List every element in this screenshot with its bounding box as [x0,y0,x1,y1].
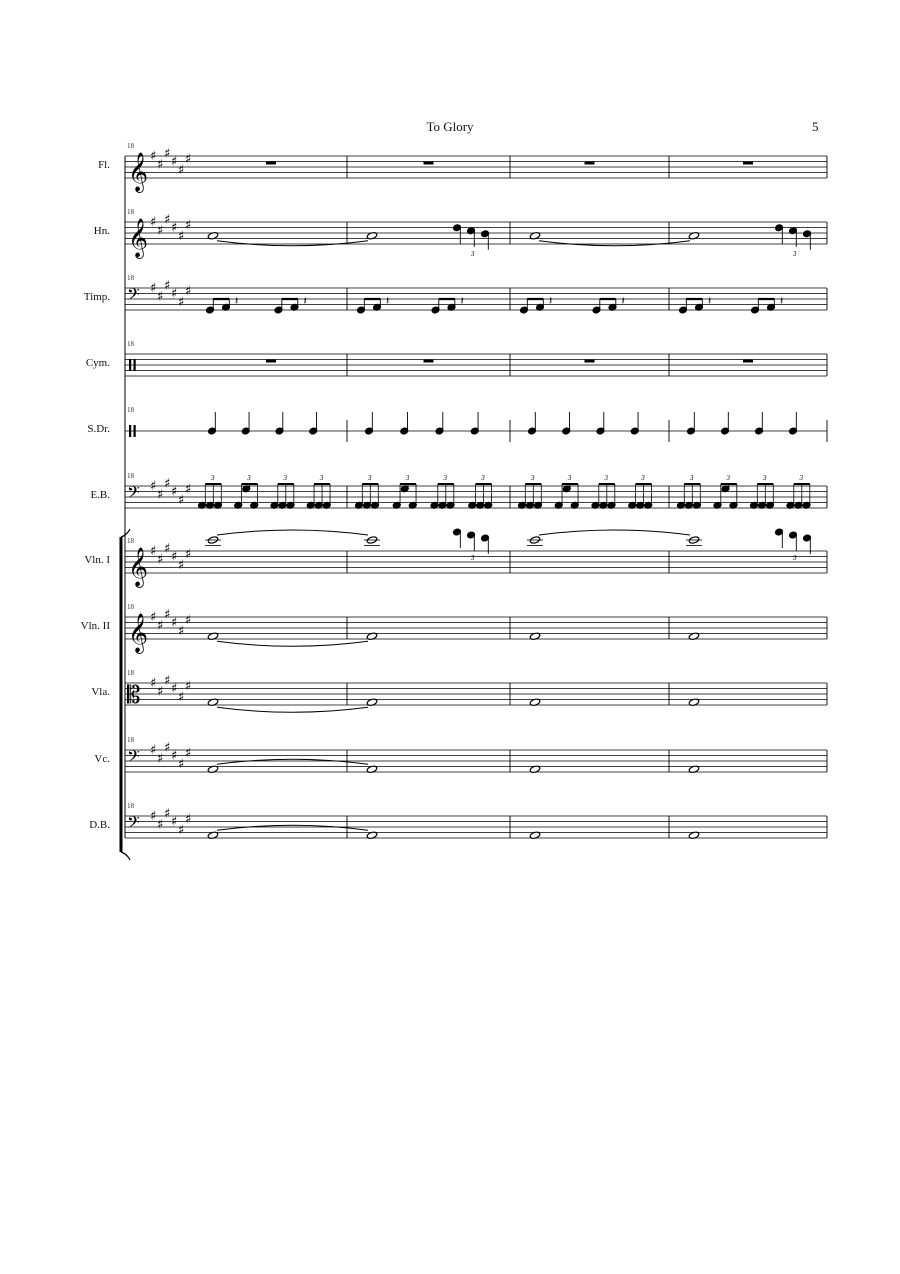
sharp-sign: ♯ [164,212,171,228]
page-number: 5 [812,119,819,134]
staff-vla [125,669,827,712]
tuplet-number: 3 [211,474,215,482]
measure-number: 18 [127,603,134,611]
sharp-sign: ♯ [150,544,157,559]
quarter-rest: 𝄽 [549,294,553,308]
treble-clef-icon: 𝄞 [128,152,149,192]
sharp-sign: ♯ [185,283,192,299]
score-title: To Glory [426,119,474,134]
sharp-sign: ♯ [178,294,185,310]
sharp-sign: ♯ [185,612,192,628]
tuplet-number: 3 [793,249,797,258]
measure-number: 18 [127,340,134,348]
whole-rest [585,162,595,165]
tie [217,641,368,646]
tuplet-number: 3 [531,474,535,482]
measure-number: 18 [127,736,134,744]
sharp-sign: ♯ [185,678,192,694]
tie [539,530,690,535]
staff-sdr [125,406,827,442]
percussion-clef-icon [134,359,136,371]
sharp-sign: ♯ [164,607,171,623]
sharp-sign: ♯ [150,215,157,230]
sharp-sign: ♯ [157,487,164,503]
tie [539,241,690,246]
percussion-clef-icon [134,425,136,437]
sharp-sign: ♯ [178,162,185,178]
tie [217,825,368,830]
sharp-sign: ♯ [185,811,192,827]
sharp-sign: ♯ [178,822,185,838]
staff-cym [125,340,827,376]
quarter-rest: 𝄽 [235,294,239,308]
sharp-sign: ♯ [157,223,164,239]
sharp-sign: ♯ [157,618,164,634]
tuplet-number: 3 [443,474,447,482]
instrument-label-vla: Vla. [91,686,110,698]
quarter-rest: 𝄽 [460,294,464,308]
tuplet-number: 3 [726,474,730,482]
sharp-sign: ♯ [157,751,164,767]
sharp-sign: ♯ [150,610,157,625]
instrument-label-fl: Fl. [98,159,110,171]
tuplet-number: 3 [471,249,475,258]
sharp-sign: ♯ [178,689,185,705]
sharp-sign: ♯ [164,740,171,756]
tuplet-number: 3 [471,554,475,562]
tie [217,530,368,535]
tuplet-number: 3 [604,474,608,482]
sharp-sign: ♯ [178,492,185,508]
sharp-sign: ♯ [164,541,171,557]
measure-number: 18 [127,208,134,216]
measure-number: 18 [127,537,134,545]
sharp-sign: ♯ [185,217,192,233]
whole-rest [743,360,753,363]
sharp-sign: ♯ [150,281,157,296]
sharp-sign: ♯ [171,220,178,236]
sharp-sign: ♯ [157,817,164,833]
tuplet-number: 3 [247,474,251,482]
tuplet-number: 3 [405,474,410,482]
tuplet-number: 3 [641,474,645,482]
measure-number: 18 [127,802,134,810]
sharp-sign: ♯ [185,745,192,761]
whole-rest [743,162,753,165]
quarter-rest: 𝄽 [621,294,625,308]
sharp-sign: ♯ [171,681,178,697]
sharp-sign: ♯ [185,546,192,562]
sharp-sign: ♯ [164,146,171,162]
sharp-sign: ♯ [171,549,178,565]
instrument-label-vln1: Vln. I [84,554,110,566]
treble-clef-icon: 𝄞 [128,613,149,653]
whole-rest [266,162,276,165]
instrument-label-cym: Cym. [85,357,110,369]
staff-fl [125,142,827,193]
sharp-sign: ♯ [164,806,171,822]
tuplet-number: 3 [319,474,324,482]
treble-clef-icon: 𝄞 [128,547,149,587]
instrument-label-vln2: Vln. II [80,620,110,632]
sharp-sign: ♯ [164,278,171,294]
measure-number: 18 [127,274,134,282]
staff-eb [125,472,827,509]
sharp-sign: ♯ [178,228,185,244]
measure-number: 18 [127,669,134,677]
sharp-sign: ♯ [171,814,178,830]
tuplet-number: 3 [793,554,797,562]
sharp-sign: ♯ [150,809,157,824]
instrument-label-vc: Vc. [94,753,110,765]
sharp-sign: ♯ [157,157,164,173]
bass-clef-icon: 𝄢 [127,284,140,308]
quarter-rest: 𝄽 [386,294,390,308]
bass-clef-icon: 𝄢 [127,812,140,836]
staff-db [125,802,827,839]
sharp-sign: ♯ [171,154,178,170]
sharp-sign: ♯ [178,756,185,772]
tie [217,707,368,712]
sharp-sign: ♯ [171,286,178,302]
tuplet-number: 3 [799,474,803,482]
sharp-sign: ♯ [157,684,164,700]
sharp-sign: ♯ [157,289,164,305]
quarter-rest: 𝄽 [303,294,307,308]
sharp-sign: ♯ [164,673,171,689]
measure-number: 18 [127,142,134,150]
tuplet-number: 3 [763,474,767,482]
tuplet-number: 3 [481,474,485,482]
tuplet-number: 3 [690,474,694,482]
sharp-sign: ♯ [185,481,192,497]
alto-clef-icon: 𝄡 [127,681,141,709]
percussion-clef-icon [129,359,131,371]
instrument-label-db: D.B. [89,819,110,831]
sharp-sign: ♯ [150,743,157,758]
quarter-rest: 𝄽 [708,294,712,308]
treble-clef-icon: 𝄞 [128,218,149,258]
whole-rest [424,360,434,363]
sharp-sign: ♯ [164,476,171,492]
sharp-sign: ♯ [150,676,157,691]
staff-hn [125,208,827,259]
tuplet-number: 3 [283,474,287,482]
whole-rest [266,360,276,363]
instrument-label-sdr: S.Dr. [87,423,110,435]
tie [217,759,368,764]
instrument-label-eb: E.B. [90,489,110,501]
instrument-label-hn: Hn. [93,225,110,237]
sharp-sign: ♯ [171,484,178,500]
bass-clef-icon: 𝄢 [127,482,140,506]
sharp-sign: ♯ [171,748,178,764]
tuplet-number: 3 [368,474,372,482]
staff-vln1 [125,528,827,588]
percussion-clef-icon [129,425,131,437]
sharp-sign: ♯ [150,149,157,164]
bass-clef-icon: 𝄢 [127,746,140,770]
tuplet-number: 3 [567,474,572,482]
instrument-label-timp: Timp. [83,291,110,303]
staff-vc [125,736,827,773]
quarter-rest: 𝄽 [780,294,784,308]
sharp-sign: ♯ [178,557,185,573]
whole-rest [585,360,595,363]
measure-number: 18 [127,472,134,480]
tie [217,241,368,246]
staff-vln2 [125,603,827,654]
staff-timp [125,274,827,314]
whole-rest [424,162,434,165]
sharp-sign: ♯ [178,623,185,639]
sharp-sign: ♯ [157,552,164,568]
sharp-sign: ♯ [171,615,178,631]
measure-number: 18 [127,406,134,414]
sharp-sign: ♯ [150,479,157,494]
sharp-sign: ♯ [185,151,192,167]
